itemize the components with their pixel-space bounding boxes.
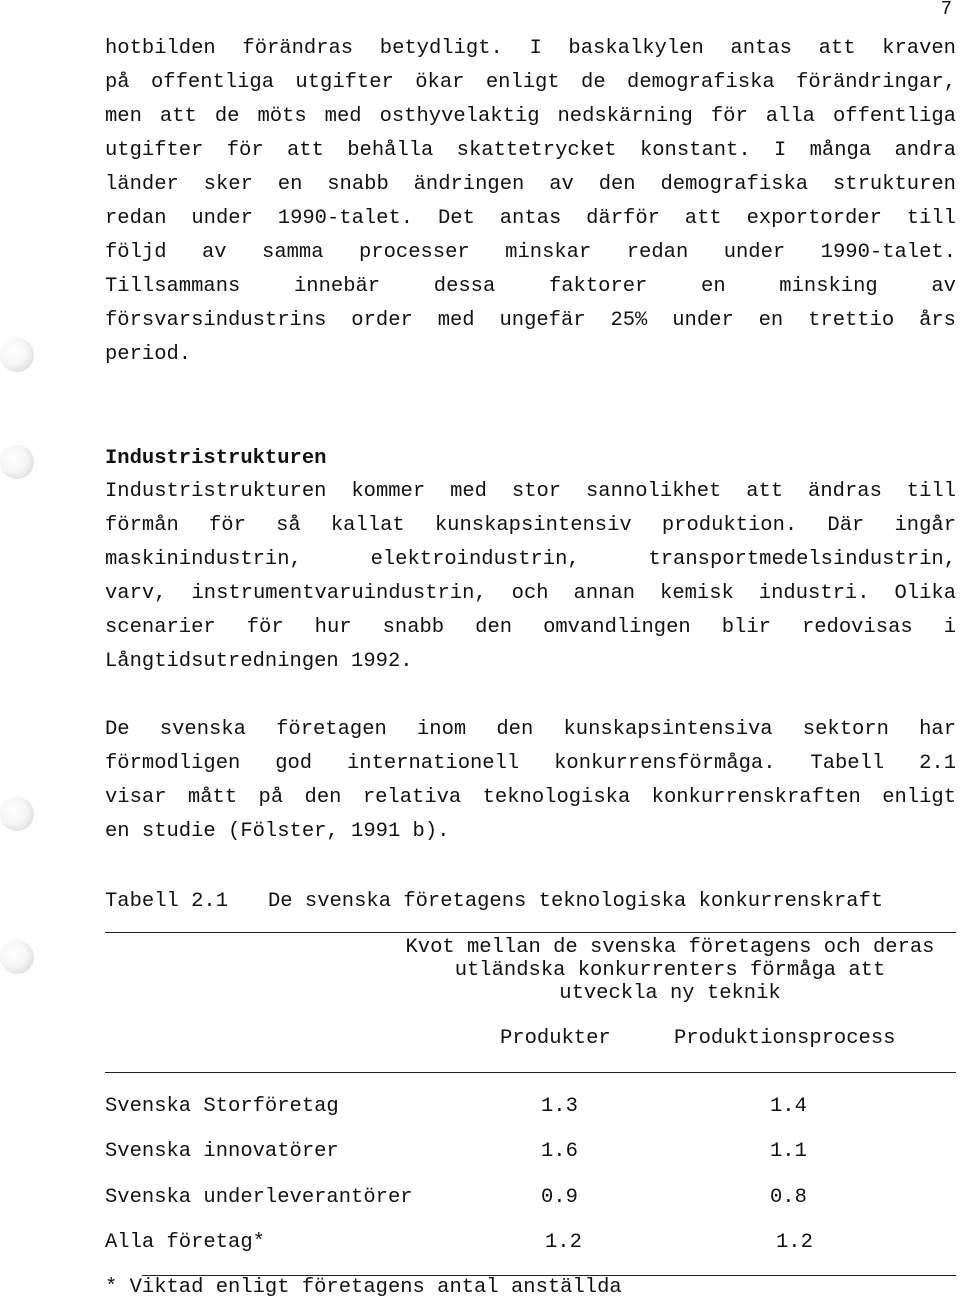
text-line: följd av samma processer minskar redan under 1990-talet. (105, 241, 956, 264)
text-line: Långtidsutredningen 1992. (105, 650, 413, 673)
page-number: 7 (940, 0, 952, 20)
text-line: utgifter för att behålla skattetrycket konstant. I många andra (105, 139, 956, 162)
cell-process: 1.1 (770, 1140, 807, 1163)
col-header-produktionsprocess: Produktionsprocess (674, 1027, 896, 1050)
punch-hole-1 (0, 338, 34, 372)
text-line: visar mått på den relativa teknologiska konkurrenskraften enligt (105, 786, 956, 809)
text-line: länder sker en snabb ändringen av den demografiska strukturen (105, 173, 956, 196)
cell-produkter: 0.9 (541, 1186, 578, 1209)
text-line: försvarsindustrins order med ungefär 25% under en trettio års (105, 309, 956, 332)
table-footnote: * Viktad enligt företagens antal anställda (105, 1276, 622, 1299)
text-line: maskinindustrin, elektroindustrin, transportmedelsindustrin, (105, 548, 956, 571)
text-line: scenarier för hur snabb den omvandlingen blir redovisas i (105, 616, 956, 639)
cell-process: 0.8 (770, 1186, 807, 1209)
group-header-line: utveckla ny teknik (559, 982, 781, 1005)
row-label: Alla företag* (105, 1231, 265, 1254)
cell-produkter: 1.3 (541, 1095, 578, 1118)
text-line: men att de möts med osthyvelaktig nedskärning för alla offentliga (105, 105, 956, 128)
punch-hole-4 (0, 940, 34, 974)
punch-hole-2 (0, 445, 34, 479)
punch-hole-3 (0, 797, 34, 831)
text-line: period. (105, 343, 192, 366)
text-line: Industristrukturen kommer med stor sannolikhet att ändras till (105, 480, 956, 503)
section-heading: Industristrukturen (105, 447, 327, 470)
text-line: på offentliga utgifter ökar enligt de demografiska förändringar, (105, 71, 956, 94)
text-line: redan under 1990-talet. Det antas därför att exportorder till (105, 207, 956, 230)
cell-process: 1.4 (770, 1095, 807, 1118)
row-label: Svenska innovatörer (105, 1140, 339, 1163)
cell-process: 1.2 (776, 1231, 813, 1254)
row-label: Svenska Storföretag (105, 1095, 339, 1118)
text-line: Tillsammans innebär dessa faktorer en minsking av (105, 275, 956, 298)
table-group-header (375, 936, 960, 1005)
cell-produkter: 1.6 (541, 1140, 578, 1163)
text-line: förmån för så kallat kunskapsintensiv produktion. Där ingår (105, 514, 956, 537)
table-caption-label: Tabell 2.1 (105, 890, 229, 913)
row-label: Svenska underleverantörer (105, 1186, 413, 1209)
table-caption-text: De svenska företagens teknologiska konkurrenskraft (268, 890, 884, 913)
group-header-line: Kvot mellan de svenska företagens och deras (405, 936, 935, 959)
text-line: varv, instrumentvaruindustrin, och annan kemisk industri. Olika (105, 582, 956, 605)
table-header-rule (105, 1072, 956, 1073)
table-top-rule (105, 932, 956, 933)
text-line: hotbilden förändras betydligt. I baskalkylen antas att kraven (105, 37, 956, 60)
text-line: förmodligen god internationell konkurrensförmåga. Tabell 2.1 (105, 752, 956, 775)
group-header-line: utländska konkurrenters förmåga att (454, 959, 886, 982)
col-header-produkter: Produkter (500, 1027, 611, 1050)
cell-produkter: 1.2 (545, 1231, 582, 1254)
text-line: De svenska företagen inom den kunskapsintensiva sektorn har (105, 718, 956, 741)
text-line: en studie (Fölster, 1991 b). (105, 820, 450, 843)
